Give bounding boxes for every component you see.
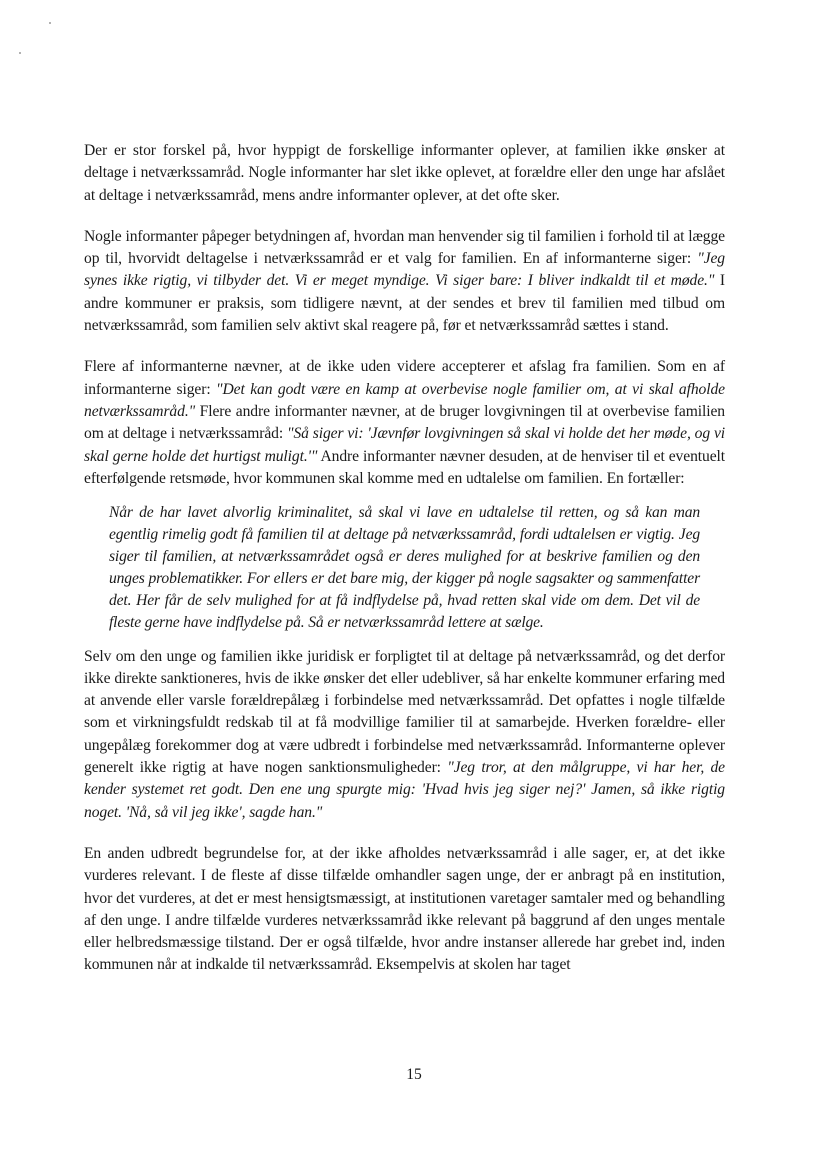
paragraph [84,356,725,490]
quoted-text: "Så siger vi: 'Jævnfør lovgivningen så skal vi holde det her møde, og vi skal gerne holde det hurtigst muligt.'" [84,425,725,465]
paragraph [84,140,725,207]
paragraph-gap [84,834,725,843]
quoted-text: "Det kan godt være en kamp at overbevise nogle familier om, at vi skal afholde netværkssamråd." [84,380,725,420]
body-text: Flere andre informanter nævner, at de bruger lovgivningen til at overbevise familien om at deltage i netværkssamråd: [84,402,725,443]
paragraph-gap [84,347,725,356]
page-number: 15 [406,1066,422,1083]
body-text: Nogle informanter påpeger betydningen af, hvordan man henvender sig til familien i forhold til at lægge op til, hvorvidt deltagelse i netværkssamråd er et valg for familien. En af informanterne siger: [84,227,725,268]
paragraph [84,646,725,824]
scan-speck [19,52,21,54]
body-text: Andre informanter nævner desuden, at de henviser til et eventuelt efterfølgende retsmøde, hvor kommunen skal komme med en udtalelse om familien. En fortæller: [84,447,725,487]
body-text: Flere af informanterne nævner, at de ikke uden videre accepterer et afslag fra familien. Som en af informanterne siger: [84,358,725,398]
paragraph [84,226,725,337]
quoted-text: "Jeg synes ikke rigtig, vi tilbyder det. Vi er meget myndige. Vi siger bare: I bliver indkaldt til et møde." [84,250,725,290]
body-text: Der er stor forskel på, hvor hyppigt de forskellige informanter oplever, at familien ikke ønsker at deltage i netværkssamråd. Nogle informanter har slet ikke oplevet, at forældre eller den unge har afslået at deltage i netværkssamråd, mens andre informanter oplever, at det ofte sker. [84,142,725,204]
scan-speck [49,22,51,24]
body-text: Selv om den unge og familien ikke juridisk er forpligtet til at deltage på netværkssamråd, og det derfor ikke direkte sanktioneres, hvis de ikke ønsker det eller udebliver, så har enkelte kommuner erfaring med at anvende eller varsle forældrepålæg i forbindelse med netværkssamråd. Det opfattes i nogle tilfælde som et virkningsfuldt redskab til at få modvillige familier til at samarbejde. Hverken forældre- eller ungepålæg forekommer dog at være udbredt i forbindelse med netværkssamråd. Informanterne oplever generelt ikke rigtig at have nogen sanktionsmuligheder: [84,647,725,777]
paragraph-gap [84,217,725,226]
quoted-text: "Jeg tror, at den målgruppe, vi har her, de kender systemet ret godt. Den ene ung spurgte mig: 'Hvad hvis jeg siger nej?' Jamen, så ikke rigtig noget. 'Nå, så vil jeg ikke', sagde han." [84,759,725,821]
document-page-body [84,140,725,987]
block-quote: Når de har lavet alvorlig kriminalitet, så skal vi lave en udtalelse til retten, og så kan man egentlig rimelig godt få familien til at deltage på netværkssamråd, fordi udtalelsen er vigtig. Jeg siger til familien, at netværkssamrådet også er deres mulighed for at beskrive familien og den unges problematikker. For ellers er det bare mig, der kigger på nogle sagsakter og sammenfatter det. Her får de selv mulighed for at få indflydelse på, hvad retten skal vide om dem. Det vil de fleste gerne have indflydelse på. Så er netværkssamråd lettere at sælge. [109,504,700,631]
body-text: I andre kommuner er praksis, som tidligere nævnt, at der sendes et brev til familien med tilbud om netværkssamråd, som familien selv aktivt skal reagere på, før et netværkssamråd sættes i stand. [84,272,725,335]
paragraph [84,843,725,977]
body-text: En anden udbredt begrundelse for, at der ikke afholdes netværkssamråd i alle sager, er, at det ikke vurderes relevant. I de fleste af disse tilfælde omhandler sagen unge, der er anbragt på en institution, hvor det vurderes, at det er mest hensigtsmæssigt, at institutionen varetager samtaler med og behandling af den unge. I andre tilfælde vurderes netværkssamråd ikke relevant på baggrund af den unges mentale eller helbredsmæssige tilstand. Der er også tilfælde, hvor andre instanser allerede har grebet ind, inden kommunen når at indkalde til netværkssamråd. Eksempelvis at skolen har taget [84,844,725,974]
